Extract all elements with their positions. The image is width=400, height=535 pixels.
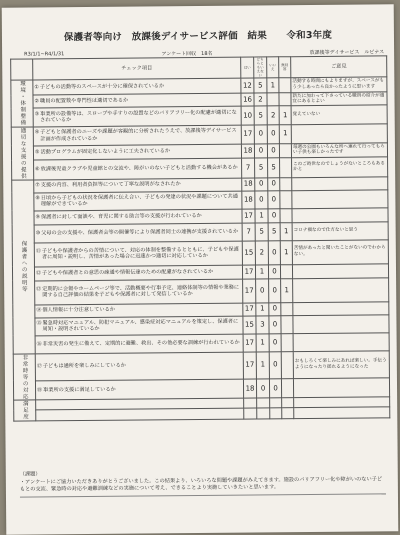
neutral-count: 0 [255, 177, 268, 190]
item-text [36, 268, 241, 276]
yes-count: 18 [242, 191, 255, 209]
item-description: 放課後児童クラブや児童館との交流や、障がいのない子どもと活動する機会があるか [40, 164, 238, 173]
item-description: 事業所の設備等は、スロープや手すりの設置などのバリアフリー化の配慮が適切になされているか [40, 109, 237, 124]
neutral-count: 1 [256, 302, 269, 315]
unknown-count [281, 351, 293, 378]
item-text [35, 109, 240, 123]
table-row [13, 350, 389, 380]
no-count: 5 [268, 158, 280, 177]
header-neutral: どちらともいえない [254, 57, 267, 78]
neutral-count: 1 [255, 208, 268, 222]
unknown-count [279, 78, 291, 93]
unknown-count [281, 378, 293, 398]
header-category [11, 59, 33, 80]
item-cell [36, 408, 244, 420]
item-text [36, 306, 241, 314]
unknown-count [280, 208, 292, 222]
item-cell [35, 334, 243, 354]
header-item: チェック項目 [33, 57, 241, 80]
opinion-cell: 毎週の公園もいろんな所へ連れて行ってもらい子供も楽しかったです [291, 142, 387, 158]
item-description: 日頃から子どもの状況を保護者に伝え合い、子どもの発達の状況や課題について共通理解ができているか [40, 193, 238, 208]
opinion-cell: 覚えていない [291, 105, 387, 124]
neutral-count: 1 [256, 333, 269, 351]
neutral-count: 2 [255, 240, 268, 264]
neutral-count: 5 [255, 158, 268, 177]
item-text [36, 246, 241, 260]
item-number: ④ [34, 129, 40, 136]
yes-count: 17 [242, 209, 255, 223]
category-label: 満足度 [14, 400, 36, 421]
header-opinion: ご意見 [291, 56, 387, 78]
footer-heading: （課題） [19, 471, 41, 478]
category-label: 環境・体制整備 [11, 80, 33, 127]
item-cell [35, 379, 243, 400]
facility-name: 放課後等デイサービス ルピナス [309, 49, 385, 57]
item-text [36, 212, 241, 220]
yes-count: 15 [242, 241, 255, 265]
item-number: ⑱ [37, 386, 43, 394]
evaluation-table [10, 55, 390, 421]
item-description: 父母の会の支援や、保護者会等の開催等により保護者同士の連携が支援されているか [41, 228, 239, 237]
item-text [34, 83, 239, 91]
neutral-count: 5 [254, 106, 267, 124]
item-number: ⑮ [36, 320, 42, 327]
unknown-count [281, 302, 293, 315]
no-count: 2 [267, 106, 279, 124]
item-number: ⑯ [36, 341, 42, 348]
yes-count [244, 408, 257, 418]
yes-count: 17 [242, 265, 255, 279]
neutral-count: 0 [255, 190, 268, 208]
document-title [2, 26, 394, 43]
no-count: 0 [269, 351, 281, 378]
unknown-count [280, 177, 292, 190]
item-number: ⑨ [35, 214, 41, 221]
opinion-cell [293, 314, 389, 333]
yes-count: 17 [243, 279, 256, 303]
item-text [36, 318, 241, 332]
yes-count: 17 [243, 334, 256, 352]
no-count: 5 [268, 222, 280, 240]
no-count [267, 93, 279, 106]
item-cell [33, 78, 241, 95]
no-count: 0 [269, 333, 281, 351]
neutral-count: 0 [254, 124, 267, 143]
unknown-count: 1 [279, 106, 291, 124]
item-cell [34, 159, 242, 180]
item-description: 子どもの活動等のスペースが十分に確保されているか [39, 83, 165, 91]
item-cell [35, 352, 243, 381]
opinion-cell [292, 189, 388, 208]
opinion-cell [294, 407, 390, 418]
item-description: 個人情報に十分注意しているか [42, 307, 116, 314]
item-number: ② [34, 98, 40, 105]
no-count: 0 [269, 378, 281, 398]
item-number: ⑰ [36, 363, 42, 370]
item-cell [34, 241, 242, 267]
opinion-cell [293, 301, 389, 315]
unknown-count [281, 333, 293, 351]
no-count: 1 [267, 78, 279, 93]
unknown-count [282, 408, 294, 418]
item-text [37, 403, 242, 405]
unknown-count [280, 158, 292, 177]
item-text [37, 362, 242, 370]
table-row [14, 407, 390, 421]
item-description: 支援の内容、利用者負担等について丁寧な説明がなされたか [40, 181, 181, 189]
opinion-cell [293, 377, 389, 397]
item-number: ⑥ [35, 166, 40, 173]
item-cell [33, 125, 241, 146]
item-text [37, 339, 242, 347]
unknown-count [279, 143, 291, 158]
item-description: 職員の配置数や専門性は適切であるか [39, 97, 129, 105]
unknown-count [282, 398, 294, 408]
item-text [35, 181, 240, 189]
yes-count: 18 [243, 379, 256, 399]
title-year: 令和3年度 [286, 29, 333, 42]
item-text [36, 228, 241, 236]
item-number: ⑪ [35, 248, 41, 255]
opinion-cell: このご時世なのでしょうがないところもあるかと [292, 157, 388, 177]
item-text [37, 385, 242, 393]
unknown-count [280, 264, 292, 278]
yes-count: 16 [241, 93, 254, 106]
no-count: 0 [267, 143, 279, 158]
footer-body: ・アンケートにご協力いただきありがとうございました。この結果より、いろいろな問題や課題がみえてきます。施設のバリアフリー化や障がいのない子どもとの交流、緊急時の対応や避難訓練などの実施について考え、できることより実施していきたいと思います。 [19, 475, 383, 493]
neutral-count: 0 [256, 378, 269, 398]
yes-count: 17 [243, 352, 256, 379]
neutral-count [257, 408, 270, 418]
header-no: いいえ [267, 57, 279, 78]
opinion-cell [292, 176, 388, 190]
item-cell [35, 316, 243, 336]
opinion-cell: コロナ禍なので仕方ないと思う [292, 221, 388, 240]
yes-count [244, 398, 257, 408]
no-count: 0 [268, 177, 280, 190]
item-number: ⑫ [36, 270, 42, 277]
item-description: 定期的に会報やホームページ等で、活動概要や行事予定、連絡体制等の情報や業務に関する自己評価の結果を子どもや保護者に対して発信しているか [42, 284, 240, 299]
no-count [270, 398, 282, 408]
opinion-cell [293, 332, 389, 351]
opinion-cell [292, 263, 388, 278]
no-count: 0 [268, 208, 280, 222]
item-text [37, 414, 242, 416]
yes-count: 12 [241, 78, 254, 93]
yes-count: 18 [241, 144, 254, 159]
item-cell [35, 279, 243, 305]
yes-count: 18 [242, 178, 255, 191]
neutral-count: 5 [255, 222, 268, 240]
item-description: 子どもや保護者からの苦情について、対応の体制を整備するとともに、子どもや保護者に周知・説明し、苦情があった場合に迅速かつ適切に対応しているか [41, 246, 239, 261]
no-count: 0 [268, 240, 280, 264]
item-number: ③ [34, 110, 40, 118]
header-yes: はい [241, 57, 254, 78]
item-text [35, 148, 240, 156]
neutral-count: 3 [256, 315, 269, 333]
item-number: ⑧ [35, 195, 40, 202]
unknown-count: 1 [280, 222, 292, 240]
item-cell [34, 223, 242, 243]
item-cell [34, 191, 242, 211]
opinion-cell [293, 277, 389, 302]
item-number: ⑩ [35, 230, 41, 237]
no-count: 0 [267, 124, 279, 143]
unknown-count [279, 93, 291, 106]
category-label: 適切な支援の提供 [11, 126, 33, 179]
item-text [35, 165, 240, 173]
header-unknown: 無回答 [279, 57, 291, 78]
category-label: 非常時等の対応 [13, 353, 35, 400]
unknown-count: 1 [279, 124, 291, 143]
item-description: 活動プログラムが固定化しないように工夫されているか [40, 148, 171, 156]
yes-count: 17 [243, 303, 256, 316]
item-text [36, 284, 241, 298]
item-description: 事業所の支援に満足しているか [43, 386, 116, 393]
survey-period: R3/1/1~R4/1/31 [24, 51, 65, 58]
opinion-cell [292, 207, 388, 222]
yes-count: 7 [242, 223, 255, 241]
survey-count: アンケート回収 18名 [161, 50, 213, 58]
yes-count: 15 [243, 316, 256, 334]
table-row [12, 239, 388, 266]
unknown-count: 1 [281, 278, 293, 302]
category-label: 保護者への説明等 [12, 179, 36, 353]
unknown-count: 1 [280, 240, 292, 264]
item-number: ⑭ [36, 307, 42, 314]
survey-document [2, 4, 399, 534]
opinion-cell: 活動する時間にもよりますが、スペースがもう少しあったら良かったように思います [291, 77, 387, 93]
opinion-cell [291, 123, 387, 143]
yes-count: 7 [242, 158, 255, 177]
item-text [35, 97, 240, 105]
neutral-count: 0 [256, 278, 269, 302]
item-text [35, 128, 240, 142]
footer-notes [20, 468, 386, 497]
item-cell [33, 106, 241, 126]
yes-count: 10 [241, 106, 254, 124]
no-count: 0 [269, 302, 281, 315]
opinion-cell: 新たに加わって下さっている職員の紹介が適宜にあるとよい [291, 92, 387, 106]
item-number: ① [34, 84, 39, 91]
no-count [270, 408, 282, 418]
title-main: 保護者等向け 放課後デイサービス評価 結果 [63, 30, 267, 44]
opinion-cell: 苦情があったと聞いたことがないのでわからない。 [292, 239, 388, 264]
no-count: 0 [268, 264, 280, 278]
unknown-count [280, 190, 292, 208]
neutral-count: 2 [254, 93, 267, 106]
neutral-count: 5 [254, 78, 267, 93]
item-description: 子どもや保護者との意思の疎通や情報伝達のための配慮がなされているか [42, 268, 214, 277]
neutral-count: 1 [256, 351, 269, 378]
unknown-count [281, 315, 293, 333]
no-count: 0 [268, 190, 280, 208]
neutral-count: 0 [254, 143, 267, 158]
item-description: 保護者に対して面談や、育児に関する助言等の支援が行われているか [40, 212, 202, 221]
item-description: 緊急時対応マニュアル、防犯マニュアル、感染症対応マニュアルを策定し、保護者に周知・説明されているか [42, 318, 239, 333]
item-number: ⑤ [34, 149, 40, 156]
item-description: 非常災害の発生に備えて、定期的に避難、救出、その他必要な訓練が行われているか [42, 339, 240, 348]
opinion-cell: おもしろくて楽しみにあれば楽しい。手伝うようになったり揺れるようになった [293, 350, 389, 378]
item-number: ⑦ [35, 182, 40, 189]
item-description: 子どもと保護者のニーズや課題が客観的に分析されたうえで、放課後等デイサービス計画が作成されているか [40, 127, 237, 142]
table-row [13, 277, 389, 304]
item-description: 子どもは通所を楽しみにしているか [42, 362, 126, 370]
neutral-count [257, 398, 270, 408]
neutral-count: 1 [255, 264, 268, 278]
yes-count: 17 [241, 125, 254, 144]
no-count: 0 [269, 278, 281, 302]
item-number: ⑬ [36, 286, 42, 293]
no-count: 0 [269, 315, 281, 333]
item-text [35, 193, 240, 207]
